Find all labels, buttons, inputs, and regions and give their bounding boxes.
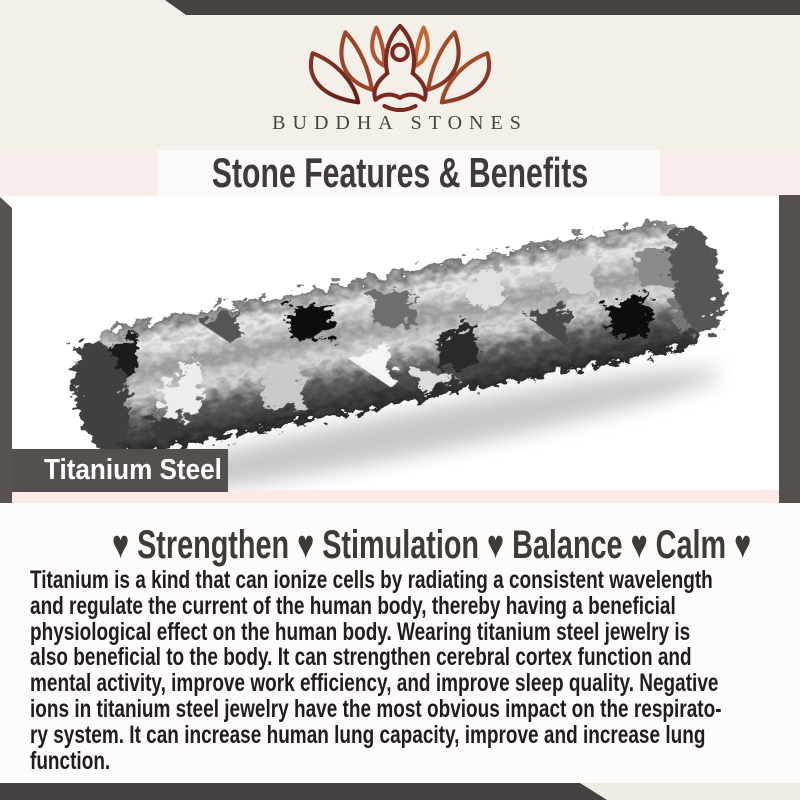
lotus-meditation-icon (300, 20, 500, 112)
brand-name: BUDDHA STONES (272, 112, 528, 134)
benefits-description (30, 568, 790, 774)
benefits-text-line: physiological effect on the human body. Wearing titanium steel jewelry is (30, 617, 691, 646)
product-label: Titanium Steel (44, 454, 222, 486)
benefits-headline: ♥ Strengthen ♥ Stimulation ♥ Balance ♥ Calm ♥ (112, 523, 752, 567)
top-bar-accent (0, 0, 800, 15)
titanium-steel-photo (50, 200, 760, 490)
benefits-text-line: and regulate the current of the human body, thereby having a beneficial (30, 591, 676, 620)
product-label-band (12, 449, 228, 492)
benefits-text-line: Titanium is a kind that can ionize cells by radiating a consistent wavelength (30, 566, 713, 594)
banner-title: Stone Features & Benefits (211, 149, 589, 196)
benefits-text-line: also beneficial to the body. It can strengthen cerebral cortex function and (30, 643, 692, 672)
benefits-text-line: function. (30, 746, 111, 775)
benefits-text-line: ions in titanium steel jewelry have the most obvious impact on the respirato- (30, 694, 722, 723)
benefits-text-line: ry system. It can increase human lung capacity, improve and increase lung (30, 720, 706, 749)
benefits-text-line: mental activity, improve work efficiency, and improve sleep quality. Negative (30, 669, 719, 698)
